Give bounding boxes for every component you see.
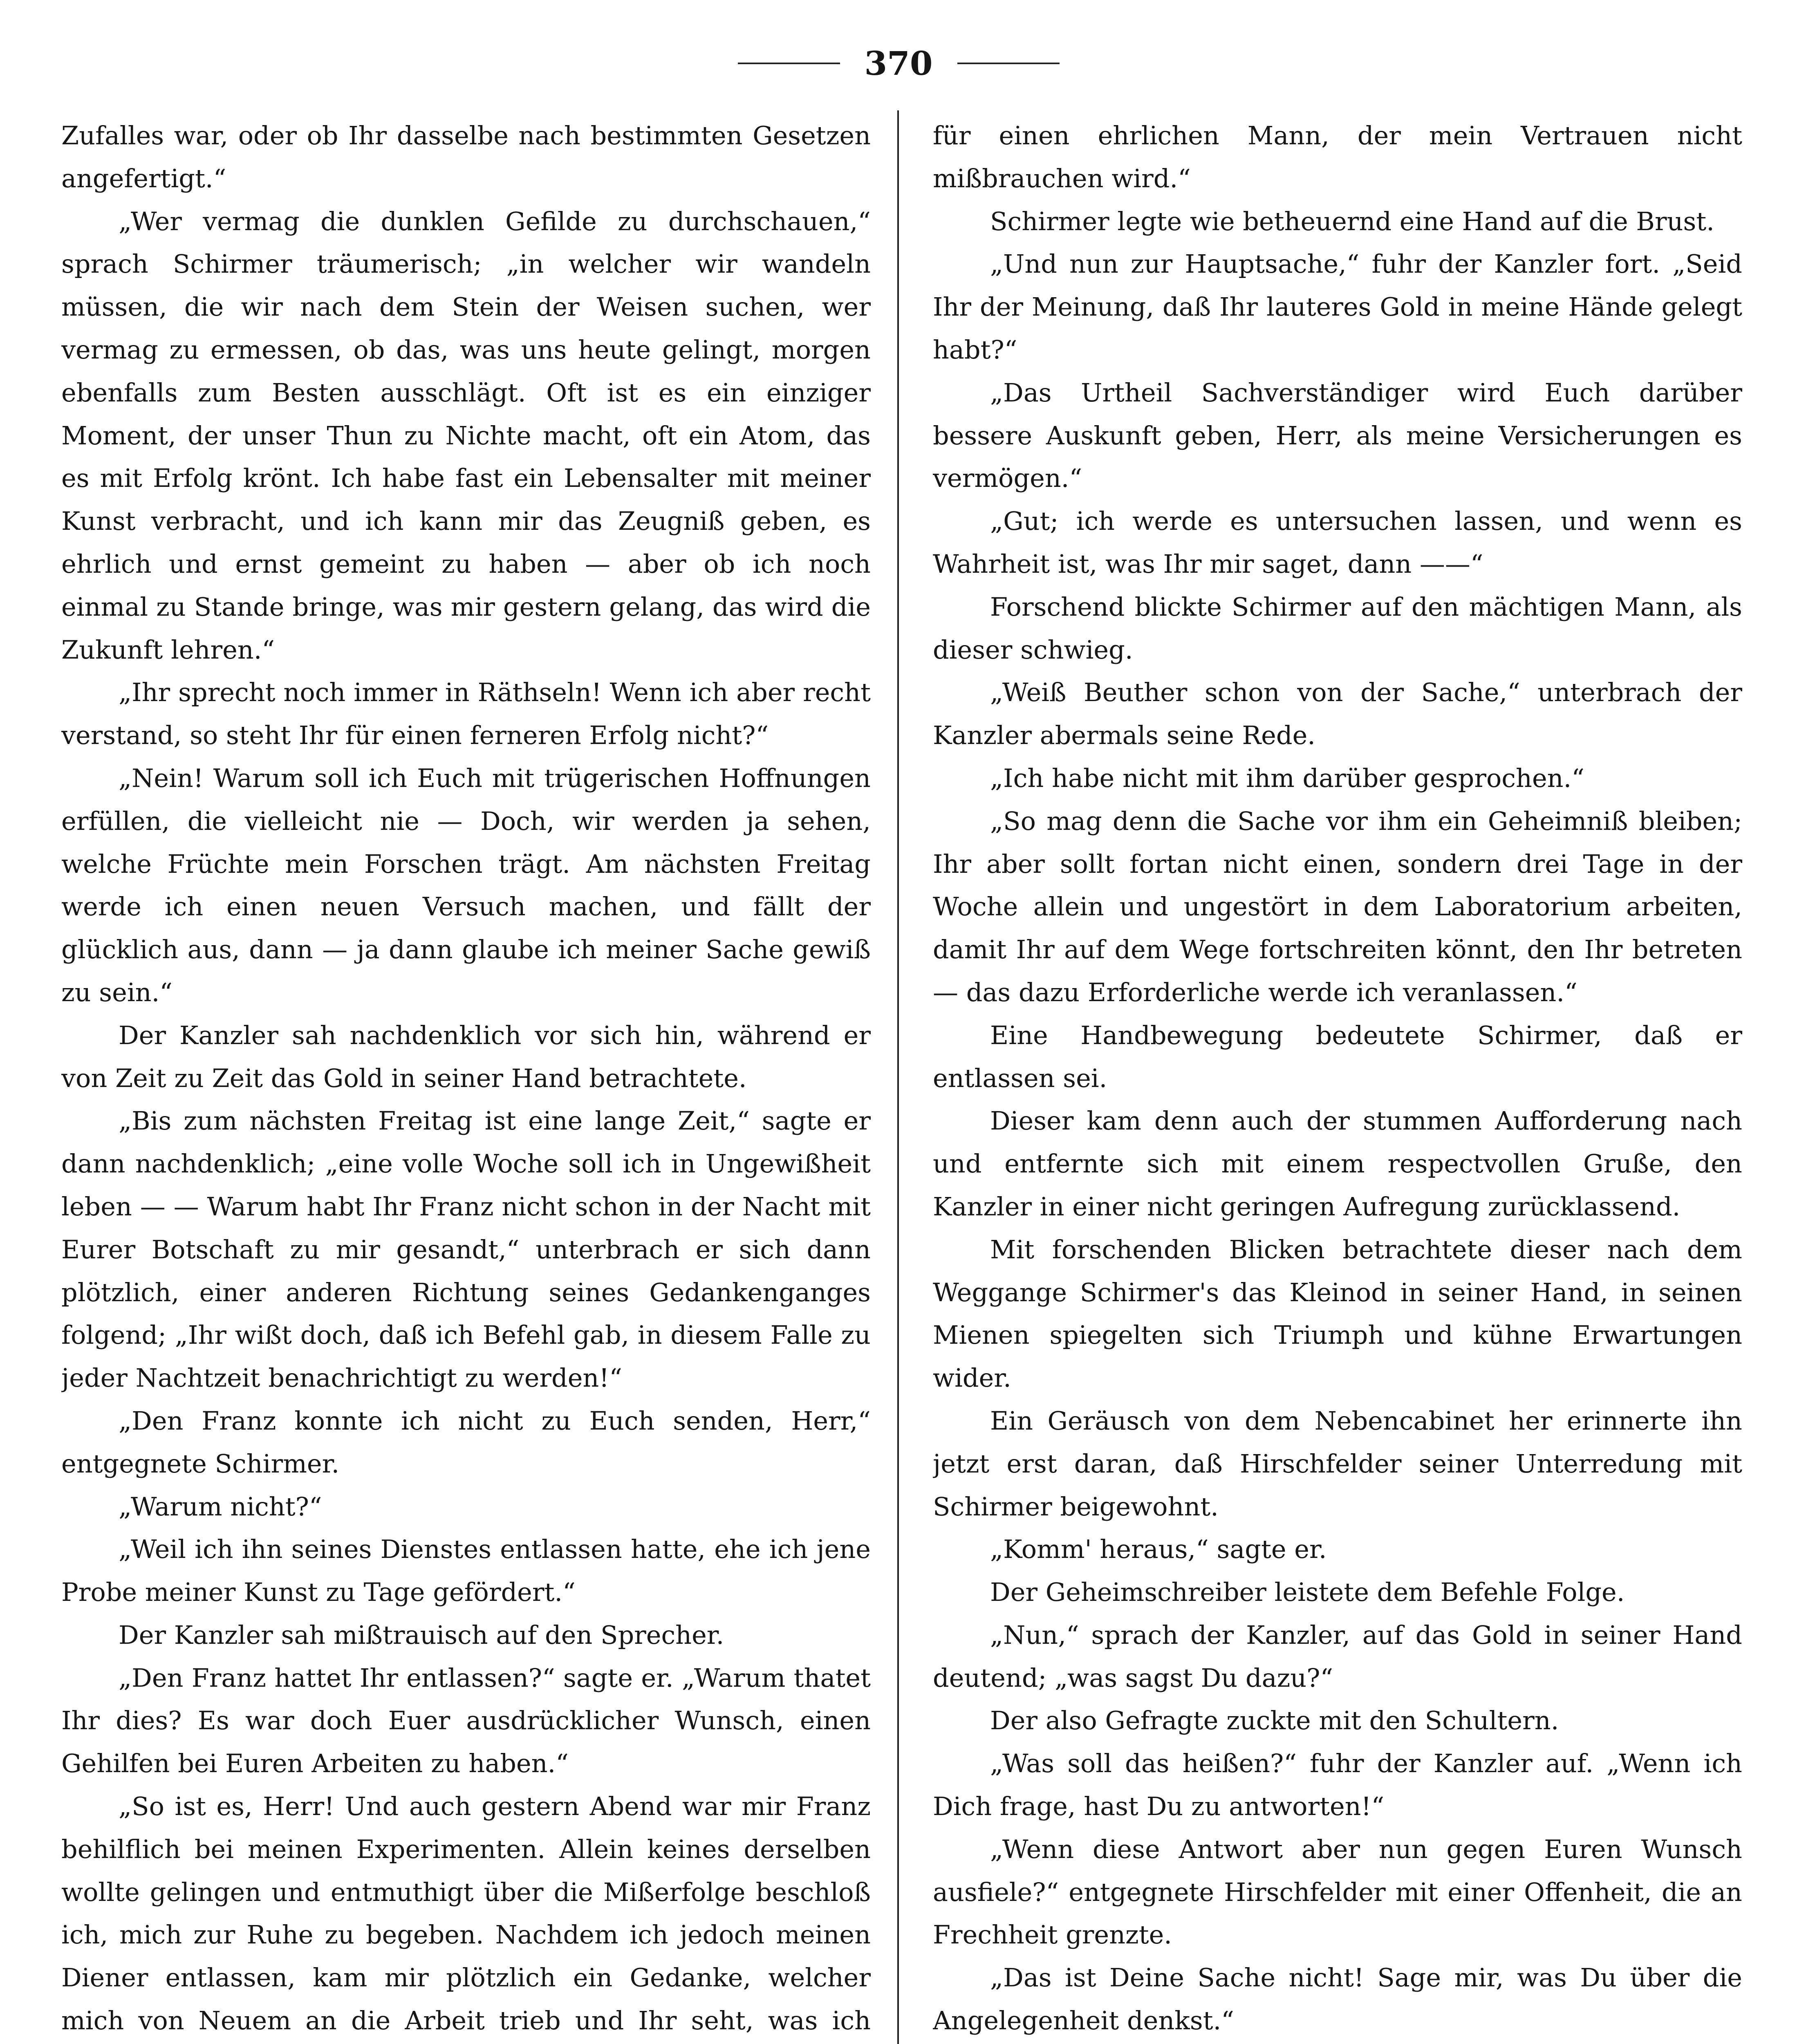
- paragraph: „Ich habe nicht mit ihm darüber gesprochen.“: [990, 763, 1584, 793]
- header-rule-right: [957, 63, 1060, 64]
- paragraph: für einen ehrlichen Mann, der mein Vertrauen nicht mißbrauchen wird.“: [933, 121, 1742, 193]
- column-divider: [897, 110, 899, 2044]
- paragraph: Ein Geräusch von dem Nebencabinet her erinnerte ihn jetzt erst daran, daß Hirschfelder seiner Unterredung mit Schirmer beigewohnt.: [933, 1405, 1742, 1522]
- paragraph: Der Kanzler sah nachdenklich vor sich hin, während er von Zeit zu Zeit das Gold in seiner Hand betrachtete.: [61, 1020, 871, 1093]
- page-number: 370: [864, 44, 933, 83]
- paragraph: Forschend blickte Schirmer auf den mächtigen Mann, als dieser schwieg.: [933, 592, 1742, 665]
- paragraph: „Das ist Deine Sache nicht! Sage mir, was Du über die Angelegenheit denkst.“: [933, 1963, 1742, 2036]
- paragraph: „Gut; ich werde es untersuchen lassen, und wenn es Wahrheit ist, was Ihr mir saget, dann ——“: [933, 506, 1742, 579]
- paragraph: Der Geheimschreiber leistete dem Befehle Folge.: [990, 1577, 1625, 1607]
- paragraph: „Bis zum nächsten Freitag ist eine lange Zeit,“ sagte er dann nachdenklich; „eine volle Woche soll ich in Ungewißheit leben — — Warum habt Ihr Franz nicht schon in der Nacht mit Eurer Botschaft zu mir gesandt,“ unterbrach er sich dann plötzlich, einer anderen Richtung seines Gedankenganges folgend; „Ihr wißt doch, daß ich Befehl gab, in diesem Falle zu jeder Nachtzeit benachrichtigt zu werden!“: [61, 1106, 871, 1393]
- paragraph: „Warum nicht?“: [119, 1491, 322, 1522]
- paragraph: Der Kanzler sah mißtrauisch auf den Sprecher.: [119, 1620, 724, 1650]
- paragraph: „Den Franz hattet Ihr entlassen?“ sagte er. „Warum thatet Ihr dies? Es war doch Euer ausdrücklicher Wunsch, einen Gehilfen bei Euren Arbeiten zu haben.“: [61, 1663, 871, 1779]
- paragraph: „So ist es, Herr! Und auch gestern Abend war mir Franz behilflich bei meinen Experimenten. Allein keines derselben wollte gelingen und entmuthigt über die Mißerfolge beschloß ich, mich zur Ruhe zu begeben. Nachdem ich jedoch meinen Diener entlassen, kam mir plötzlich ein Gedanke, welcher mich von Neuem an die Arbeit trieb und Ihr seht, was ich: [61, 1791, 871, 2036]
- paragraph: „So mag denn die Sache vor ihm ein Geheimniß bleiben; Ihr aber sollt fortan nicht einen, sondern drei Tage in der Woche allein und ungestört in dem Laboratorium arbeiten, damit Ihr auf dem Wege fortschreiten könnt, den Ihr betreten — das dazu Erforderliche werde ich veranlassen.“: [933, 806, 1742, 1007]
- paragraph: „Den Franz konnte ich nicht zu Euch senden, Herr,“ entgegnete Schirmer.: [61, 1405, 871, 1479]
- paragraph: [933, 2042, 1742, 2044]
- paragraph: Eine Handbewegung bedeutete Schirmer, daß er entlassen sei.: [933, 1020, 1742, 1093]
- right-column: [933, 114, 1742, 2044]
- page-header: [0, 44, 1797, 83]
- paragraph: „Ihr sprecht noch immer in Räthseln! Wenn ich aber recht verstand, so steht Ihr für einen ferneren Erfolg nicht?“: [61, 677, 871, 751]
- paragraph: „Weiß Beuther schon von der Sache,“ unterbrach der Kanzler abermals seine Rede.: [933, 677, 1742, 751]
- paragraph: „Wenn diese Antwort aber nun gegen Euren Wunsch ausfiele?“ entgegnete Hirschfelder mit einer Offenheit, die an Frechheit grenzte.: [933, 1834, 1742, 1950]
- paragraph: „Komm' heraus,“ sagte er.: [990, 1534, 1327, 1564]
- paragraph: „Das Urtheil Sachverständiger wird Euch darüber bessere Auskunft geben, Herr, als meine Versicherungen es vermögen.“: [933, 377, 1742, 493]
- paragraph: „Und nun zur Hauptsache,“ fuhr der Kanzler fort. „Seid Ihr der Meinung, daß Ihr lauteres Gold in meine Hände gelegt habt?“: [933, 249, 1742, 365]
- paragraph: „Nein! Warum soll ich Euch mit trügerischen Hoffnungen erfüllen, die vielleicht nie — Doch, wir werden ja sehen, welche Früchte mein Forschen trägt. Am nächsten Freitag werde ich einen neuen Versuch machen, und fällt der glücklich aus, dann — ja dann glaube ich meiner Sache gewiß zu sein.“: [61, 763, 871, 1007]
- paragraph: „Was soll das heißen?“ fuhr der Kanzler auf. „Wenn ich Dich frage, hast Du zu antworten!“: [933, 1748, 1742, 1822]
- left-column: [61, 114, 871, 2044]
- paragraph: „Wer vermag die dunklen Gefilde zu durchschauen,“ sprach Schirmer träumerisch; „in welcher wir wandeln müssen, die wir nach dem Stein der Weisen suchen, wer vermag zu ermessen, ob das, was uns heute gelingt, morgen ebenfalls zum Besten ausschlägt. Oft ist es ein einziger Moment, der unser Thun zu Nichte macht, oft ein Atom, das es mit Erfolg krönt. Ich habe fast ein Lebensalter mit meiner Kunst verbracht, und ich kann mir das Zeugniß geben, es ehrlich und ernst gemeint zu haben — aber ob ich noch einmal zu Stande bringe, was mir gestern gelang, das wird die Zukunft lehren.“: [61, 206, 871, 665]
- paragraph: Schirmer legte wie betheuernd eine Hand auf die Brust.: [990, 206, 1714, 236]
- paragraph: Dieser kam denn auch der stummen Aufforderung nach und entfernte sich mit einem respectvollen Gruße, den Kanzler in einer nicht geringen Aufregung zurücklassend.: [933, 1106, 1742, 1221]
- paragraph: „Weil ich ihn seines Dienstes entlassen hatte, ehe ich jene Probe meiner Kunst zu Tage gefördert.“: [61, 1534, 871, 1607]
- paragraph: Mit forschenden Blicken betrachtete dieser nach dem Weggange Schirmer's das Kleinod in seiner Hand, in seinen Mienen spiegelten sich Triumph und kühne Erwartungen wider.: [933, 1234, 1742, 1393]
- paragraph: Der also Gefragte zuckte mit den Schultern.: [990, 1706, 1559, 1736]
- header-rule-left: [738, 63, 840, 64]
- paragraph: Zufalles war, oder ob Ihr dasselbe nach bestimmten Gesetzen angefertigt.“: [61, 121, 871, 193]
- paragraph: „Nun,“ sprach der Kanzler, auf das Gold in seiner Hand deutend; „was sagst Du dazu?“: [933, 1620, 1742, 1693]
